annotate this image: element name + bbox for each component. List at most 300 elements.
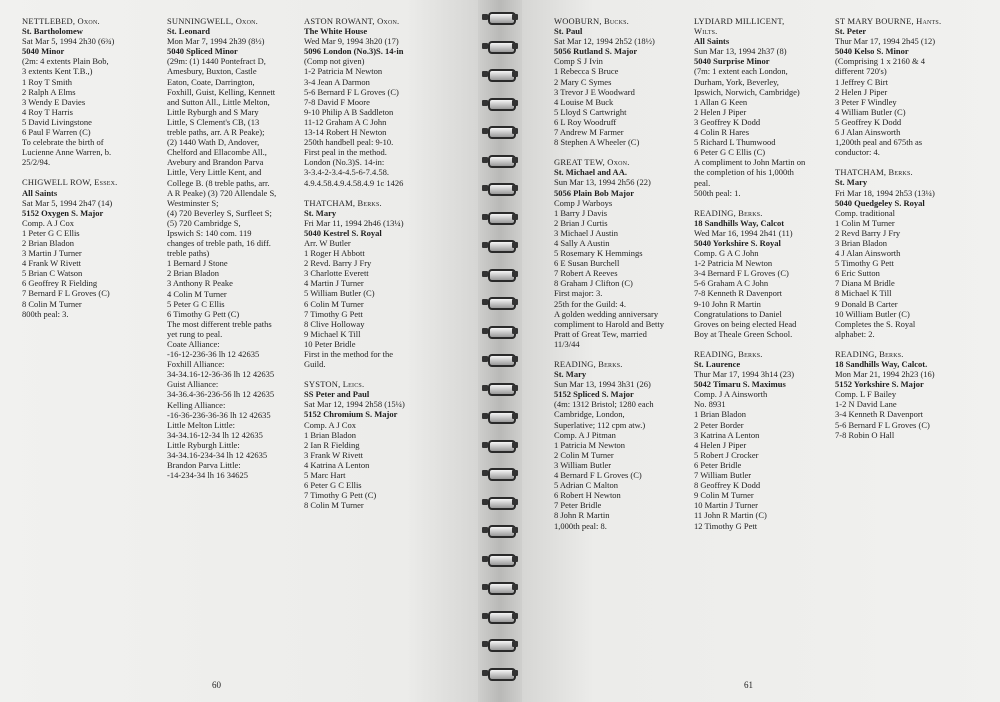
peal-line: 9 Colin M Turner xyxy=(694,490,754,501)
peal-line: London (No.3)S. 14-in: xyxy=(304,157,385,168)
peal-line: (2) 1440 Wath D, Andover, xyxy=(167,137,260,148)
peal-line: 2 Revd Barry J Fry xyxy=(835,227,901,238)
peal-line: Fri Mar 11, 1994 2h46 (13¼) xyxy=(304,217,404,228)
peal-line: 8 Graham J Clifton (C) xyxy=(554,278,633,289)
peal-line: 3 Anthony R Peake xyxy=(167,278,233,289)
peal-line: 3 Katrina A Lenton xyxy=(694,429,760,440)
peal-location: CHIGWELL ROW, Essex. xyxy=(22,177,118,188)
peal-line: 3-3.4-2-3.4-4.5-6-7.4.58. xyxy=(304,167,389,178)
peal-line: 1 Brian Bladon xyxy=(694,409,746,420)
peal-line: 2 Helen J Piper xyxy=(835,86,888,97)
peal-line: the completion of his 1,000th xyxy=(694,167,794,178)
peal-line: Little Ryburgh Little: xyxy=(167,439,240,450)
peal-heading: All Saints xyxy=(694,36,730,47)
peal-line: 8 Clive Holloway xyxy=(304,318,365,329)
peal-heading: 5152 Yorkshire S. Major xyxy=(835,379,924,390)
peal-line: Durham, York, Beverley, xyxy=(694,76,779,87)
peal-location: SUNNINGWELL, Oxon. xyxy=(167,16,258,26)
peal-line: Little, S Clement's CB, (13 xyxy=(167,116,260,127)
peal-location: ST MARY BOURNE, Hants. xyxy=(835,16,942,26)
peal-line: 34-34.16-234-34 lh 12 42635 xyxy=(167,450,268,461)
peal-line: 5-6 Bernard F L Groves (C) xyxy=(835,419,930,430)
peal-line: Sat Mar 5, 1994 2h47 (14) xyxy=(22,197,113,208)
peal-heading: 5152 Chromium S. Major xyxy=(304,409,398,420)
peal-line: 2 Peter Border xyxy=(694,419,744,430)
peal-line: 6 Robert H Newton xyxy=(554,490,621,501)
binding-ring xyxy=(482,240,518,253)
peal-line: 7 Diana M Bridle xyxy=(835,278,895,289)
peal-line: 1 Roger H Abbott xyxy=(304,248,365,259)
peal-line: 5-6 Bernard F L Groves (C) xyxy=(304,86,399,97)
peal-location: READING, Berks. xyxy=(554,359,623,369)
peal-line: Sun Mar 13, 1994 2h37 (8) xyxy=(694,46,787,57)
binding-ring xyxy=(482,468,518,481)
spiral-binding xyxy=(478,0,522,702)
peal-heading: St. Mary xyxy=(835,177,868,188)
peal-line: 10 William Butler (C) xyxy=(835,308,910,319)
binding-ring xyxy=(482,183,518,196)
peal-location: READING, Berks. xyxy=(694,207,763,218)
left-column-2 xyxy=(167,16,276,490)
peal-line: 2 Helen J Piper xyxy=(694,106,747,117)
peal-line: Little, Very Little Kent, and xyxy=(167,167,262,178)
peal-line: treble paths, arr. A R Peake); xyxy=(167,127,265,138)
peal-line: 5 Geoffrey K Dodd xyxy=(835,116,902,127)
peal-heading: SS Peter and Paul xyxy=(304,389,370,400)
peal-line: 4 Frank W Rivett xyxy=(22,258,81,269)
binding-ring xyxy=(482,41,518,54)
peal-line: 8 John R Martin xyxy=(554,510,610,521)
peal-line: 7 William Butler xyxy=(694,470,752,481)
binding-ring xyxy=(482,155,518,168)
peal-line: (Comprising 1 x 2160 & 4 xyxy=(835,56,925,67)
peal-line: Thur Mar 17, 1994 3h14 (23) xyxy=(694,369,795,380)
peal-heading: St. Leonard xyxy=(167,26,210,37)
peal-heading: 5152 Spliced S. Major xyxy=(554,389,634,400)
peal-line: 1 Jeffrey C Birt xyxy=(835,76,888,87)
peal-heading: St. Bartholomew xyxy=(22,26,83,37)
peal-location: GREAT TEW, Oxon. xyxy=(554,157,630,168)
binding-ring xyxy=(482,297,518,310)
peal-location: LYDIARD MILLICENT, xyxy=(694,16,785,26)
peal-line: treble paths) xyxy=(167,248,210,259)
peal-line: changes of treble path, 16 diff. xyxy=(167,238,271,249)
binding-ring xyxy=(482,354,518,367)
peal-line: 9-10 John R Martin xyxy=(694,298,761,309)
peal-line: Comp. traditional xyxy=(835,207,895,218)
peal-line: alphabet: 2. xyxy=(835,328,875,339)
binding-ring xyxy=(482,326,518,339)
peal-line: 2 Ralph A Elms xyxy=(22,86,76,97)
peal-line: 34-36.4-36-236-56 lh 12 42635 xyxy=(167,389,275,400)
peal-line: Completes the S. Royal xyxy=(835,318,916,329)
peal-line: 7-8 David F Moore xyxy=(304,96,370,107)
peal-line: Sat Mar 5, 1994 2h30 (6¾) xyxy=(22,36,115,47)
peal-line: 4 Katrina A Lenton xyxy=(304,459,370,470)
peal-line: 9 Donald B Carter xyxy=(835,298,898,309)
peal-line: 6 Geoffrey R Fielding xyxy=(22,278,98,289)
peal-line: -16-36-236-36-36 lh 12 42635 xyxy=(167,409,271,420)
peal-line: 6 Peter Bridle xyxy=(694,459,742,470)
peal-line: 25/2/94. xyxy=(22,157,51,168)
peal-line: 4 Martin J Turner xyxy=(304,278,364,289)
peal-record xyxy=(554,157,664,349)
peal-line: 4 Roy T Harris xyxy=(22,106,73,117)
peal-heading: 5042 Timaru S. Maximus xyxy=(694,379,786,390)
peal-line: Avebury and Brandon Parva xyxy=(167,157,264,168)
peal-line: Comp. L F Bailey xyxy=(835,389,897,400)
peal-line: 3 Frank W Rivett xyxy=(304,449,363,460)
peal-line: 2 Brian J Curtis xyxy=(554,217,608,228)
peal-heading: 18 Sandhills Way, Calcot. xyxy=(835,359,928,369)
peal-heading: 5040 Kelso S. Minor xyxy=(835,46,909,57)
binding-ring xyxy=(482,12,518,25)
peal-line: -16-12-236-36 lh 12 42635 xyxy=(167,349,260,360)
peal-line: 8 Colin M Turner xyxy=(304,500,364,511)
peal-line: Fri Mar 18, 1994 2h53 (13¼) xyxy=(835,187,935,198)
binding-ring xyxy=(482,525,518,538)
peal-line: Comp S J Ivin xyxy=(554,56,603,67)
peal-location: READING, Berks. xyxy=(835,348,904,359)
peal-heading: 5056 Plain Bob Major xyxy=(554,187,635,198)
peal-line: 3 Peter F Windley xyxy=(835,96,897,107)
peal-line: 8 Colin M Turner xyxy=(22,298,82,309)
peal-line: 5 Timothy G Pett xyxy=(835,258,894,269)
peal-line: 2 Revd. Barry J Fry xyxy=(304,258,372,269)
peal-heading: All Saints xyxy=(22,187,58,198)
peal-line: 3 Wendy E Davies xyxy=(22,96,86,107)
peal-line: 7 Peter Bridle xyxy=(554,500,602,511)
peal-line: First peal in the method. xyxy=(304,147,387,158)
peal-line: 9 Michael K Till xyxy=(304,328,361,339)
peal-line: peal. xyxy=(694,177,711,188)
peal-line: 7-8 Robin O Hall xyxy=(835,429,895,440)
peal-line: Comp. A J Pitman xyxy=(554,429,616,440)
peal-line: 3-4 Kenneth R Davenport xyxy=(835,409,924,420)
peal-line: 9-10 Philip A B Saddleton xyxy=(304,106,394,117)
peal-line: Thur Mar 17, 1994 2h45 (12) xyxy=(835,36,936,47)
peal-line: 250th handbell peal: 9-10. xyxy=(304,137,394,148)
peal-line: A R Peake) (3) 720 Allendale S, xyxy=(167,187,277,198)
peal-line: 4 J Alan Ainsworth xyxy=(835,248,901,259)
peal-line: 3 Brian Bladon xyxy=(835,237,887,248)
peal-line: 3 Trevor J E Woodward xyxy=(554,86,635,97)
peal-line: 8 Geoffrey K Dodd xyxy=(694,480,761,491)
peal-line: 1 Allan G Keen xyxy=(694,96,748,107)
peal-line: No. 8931 xyxy=(694,399,726,410)
peal-line: Comp. G A C John xyxy=(694,248,759,259)
peal-location: THATCHAM, Berks. xyxy=(835,167,913,178)
peal-line: 5 Lloyd S Cartwright xyxy=(554,106,627,117)
peal-heading: 5040 Kestrel S. Royal xyxy=(304,227,382,238)
binding-ring xyxy=(482,639,518,652)
peal-line: 2 Brian Bladon xyxy=(22,237,74,248)
peal-line: 800th peal: 3. xyxy=(22,308,69,319)
peal-heading: St. Peter xyxy=(835,26,867,37)
peal-line: 1 Roy T Smith xyxy=(22,76,72,87)
peal-line: To celebrate the birth of xyxy=(22,137,104,148)
peal-line: (4) 720 Beverley S, Surfleet S; xyxy=(167,207,272,218)
peal-line: Cambridge, London, xyxy=(554,409,625,420)
binding-ring xyxy=(482,212,518,225)
peal-location: THATCHAM, Berks. xyxy=(304,197,382,208)
peal-heading: St. Michael and AA. xyxy=(554,167,627,178)
peal-line: 1 Colin M Turner xyxy=(835,217,895,228)
peal-heading: 18 Sandhills Way, Calcot xyxy=(694,217,785,228)
peal-line: 2 Mary C Symes xyxy=(554,76,612,87)
peal-record xyxy=(304,198,405,370)
peal-line: 4.9.4.58.4.9.4.58.4.9 1c 1426 xyxy=(304,177,404,188)
peal-line: Wed Mar 16, 1994 2h41 (11) xyxy=(694,227,793,238)
peal-line: 3-4 Bernard F L Groves (C) xyxy=(694,268,789,279)
peal-line: 5 Marc Hart xyxy=(304,470,346,481)
peal-line: 8 Stephen A Wheeler (C) xyxy=(554,137,640,148)
peal-line: Kelling Alliance: xyxy=(167,399,226,410)
peal-line: Sat Mar 12, 1994 2h58 (15¼) xyxy=(304,399,405,410)
peal-line: 10 Martin J Turner xyxy=(694,500,758,511)
peal-line: Mon Mar 7, 1994 2h39 (8½) xyxy=(167,36,265,47)
right-page xyxy=(522,0,1000,702)
peal-line: Foxhill, Guist, Kelling, Kennett xyxy=(167,86,276,97)
binding-ring xyxy=(482,69,518,82)
peal-location: READING, Berks. xyxy=(694,348,763,359)
peal-line: 25th for the Guild: 4. xyxy=(554,298,627,309)
peal-line: First in the method for the xyxy=(304,349,394,359)
binding-ring xyxy=(482,668,518,681)
peal-line: 6 Peter G C Ellis xyxy=(304,480,362,491)
peal-line: Boy at Theale Green School. xyxy=(694,328,793,339)
peal-heading: 5056 Rutland S. Major xyxy=(554,46,638,57)
peal-line: 4 Sally A Austin xyxy=(554,237,610,248)
peal-line: 3 Charlotte Everett xyxy=(304,268,369,279)
peal-line: Coate Alliance: xyxy=(167,339,220,349)
page-number-left: 60 xyxy=(212,680,221,690)
peal-line: Mon Mar 21, 1994 2h23 (16) xyxy=(835,369,935,380)
peal-record xyxy=(304,379,405,510)
peal-line: 6 Paul F Warren (C) xyxy=(22,127,91,138)
peal-record xyxy=(835,167,941,339)
peal-line: First major: 3. xyxy=(554,288,603,299)
peal-heading: 5040 Quedgeley S. Royal xyxy=(835,197,925,208)
peal-record xyxy=(554,359,664,531)
peal-line: 1,000th peal: 8. xyxy=(554,520,607,531)
binding-ring xyxy=(482,98,518,111)
peal-heading: 5040 Minor xyxy=(22,46,65,57)
peal-line: Sun Mar 13, 1994 2h56 (22) xyxy=(554,177,651,188)
peal-record xyxy=(835,16,941,157)
binding-ring xyxy=(482,582,518,595)
right-column-3 xyxy=(835,16,941,450)
peal-line: 4 Colin R Hares xyxy=(694,127,750,138)
peal-record xyxy=(694,208,805,339)
peal-location: Wilts. xyxy=(694,26,718,37)
peal-line: 7 Andrew M Farmer xyxy=(554,127,624,138)
peal-line: 5 Brian C Watson xyxy=(22,268,83,279)
peal-line: Pratt of Great Tew, married xyxy=(554,328,647,339)
binding-ring xyxy=(482,269,518,282)
peal-line: 34-34.16-12-36-36 lh 12 42635 xyxy=(167,369,275,380)
peal-line: 1,200th peal and 675th as xyxy=(835,137,923,148)
peal-line: 6 E Susan Burchell xyxy=(554,258,620,269)
peal-line: 1 Peter G C Ellis xyxy=(22,227,80,238)
peal-line: Comp. J A Ainsworth xyxy=(694,389,768,400)
peal-line: 8 Michael K Till xyxy=(835,288,892,299)
peal-record xyxy=(22,177,117,318)
peal-line: 6 J Alan Ainsworth xyxy=(835,127,901,138)
peal-line: 34-34.16-12-34 lh 12 42635 xyxy=(167,429,263,440)
peal-heading: 5040 Spliced Minor xyxy=(167,46,238,57)
peal-heading: St. Laurence xyxy=(694,359,741,369)
peal-line: (2m: 4 extents Plain Bob, xyxy=(22,56,109,67)
left-page xyxy=(0,0,478,702)
peal-line: 5-6 Graham A C John xyxy=(694,278,769,289)
peal-line: 12 Timothy G Pett xyxy=(694,520,758,531)
peal-location: SYSTON, Leics. xyxy=(304,379,365,390)
peal-location: WOOBURN, Bucks. xyxy=(554,16,629,26)
right-column-1 xyxy=(554,16,664,541)
peal-line: 6 Colin M Turner xyxy=(304,298,364,309)
peal-line: 1 Patricia M Newton xyxy=(554,439,626,450)
peal-line: Little Ryburgh and S Mary xyxy=(167,106,259,117)
peal-line: 1 Rebecca S Bruce xyxy=(554,66,619,77)
peal-line: 10 Peter Bridle xyxy=(304,338,356,349)
peal-line: 5 Peter G C Ellis xyxy=(167,298,225,309)
peal-line: 5 David Livingstone xyxy=(22,116,92,127)
peal-line: Wed Mar 9, 1994 3h20 (17) xyxy=(304,36,399,47)
peal-line: 4 Colin M Turner xyxy=(167,288,227,299)
peal-line: 6 Peter G C Ellis (C) xyxy=(694,147,766,158)
peal-heading: The White House xyxy=(304,26,368,37)
peal-line: Sun Mar 13, 1994 3h31 (26) xyxy=(554,379,651,390)
peal-line: different 720's) xyxy=(835,66,887,77)
binding-ring xyxy=(482,554,518,567)
page-number-right: 61 xyxy=(744,680,753,690)
peal-line: Guist Alliance: xyxy=(167,379,219,390)
peal-line: Superlative; 112 cpm atw.) xyxy=(554,419,646,430)
peal-record xyxy=(167,16,276,480)
peal-line: 7-8 Kenneth R Davenport xyxy=(694,288,783,299)
peal-line: 3 Michael J Austin xyxy=(554,227,618,238)
peal-line: 4 Bernard F L Groves (C) xyxy=(554,470,642,481)
binding-ring xyxy=(482,611,518,624)
peal-line: (5) 720 Cambridge S, xyxy=(167,217,241,228)
peal-line: 5 William Butler (C) xyxy=(304,288,375,299)
left-column-3 xyxy=(304,16,405,520)
peal-line: Comp J Warboys xyxy=(554,197,613,208)
peal-line: 1 Brian Bladon xyxy=(304,429,356,440)
peal-line: Guild. xyxy=(304,359,326,370)
peal-line: 500th peal: 1. xyxy=(694,187,741,198)
peal-line: A golden wedding anniversary xyxy=(554,308,659,319)
peal-record xyxy=(835,349,941,440)
peal-line: 7 Timothy G Pett (C) xyxy=(304,490,377,501)
peal-line: College B. (8 treble paths, arr. xyxy=(167,177,270,188)
peal-line: 5 Richard L Thumwood xyxy=(694,137,776,148)
peal-line: -14-234-34 lh 16 34625 xyxy=(167,470,248,481)
peal-line: Arr. W Butler xyxy=(304,237,351,248)
peal-line: Ipswich, Norwich, Cambridge) xyxy=(694,86,800,97)
peal-line: 4 Helen J Piper xyxy=(694,439,747,450)
peal-line: Foxhill Alliance: xyxy=(167,359,225,370)
binding-ring xyxy=(482,497,518,510)
peal-heading: 5040 Surprise Minor xyxy=(694,56,770,67)
peal-heading: St. Mary xyxy=(554,369,587,380)
left-column-1 xyxy=(22,16,117,329)
peal-line: 6 Timothy G Pett (C) xyxy=(167,308,240,319)
peal-line: (7m: 1 extent each London, xyxy=(694,66,788,77)
peal-record xyxy=(694,349,805,531)
peal-line: Amesbury, Buxton, Castle xyxy=(167,66,257,77)
binding-ring xyxy=(482,411,518,424)
peal-heading: 5096 London (No.3)S. 14-in xyxy=(304,46,404,57)
peal-line: Brandon Parva Little: xyxy=(167,460,241,471)
peal-line: 1 Barry J Davis xyxy=(554,207,608,218)
peal-line: 5 Robert J Crocker xyxy=(694,449,759,460)
peal-line: Westminster S; xyxy=(167,197,219,208)
peal-line: Congratulations to Daniel xyxy=(694,308,782,319)
peal-line: 13-14 Robert H Newton xyxy=(304,127,387,138)
peal-line: 7 Timothy G Pett xyxy=(304,308,363,319)
peal-line: (4m: 1312 Bristol; 1280 each xyxy=(554,399,654,410)
peal-record xyxy=(554,16,664,147)
peal-line: 1-2 N David Lane xyxy=(835,399,897,410)
peal-location: NETTLEBED, Oxon. xyxy=(22,16,100,26)
peal-line: 11 John R Martin (C) xyxy=(694,510,767,521)
peal-line: 3-4 Jean A Darmon xyxy=(304,76,370,87)
peal-line: Chelford and Ellacombe All., xyxy=(167,147,267,158)
peal-heading: St. Mary xyxy=(304,207,337,218)
peal-line: yet rung to peal. xyxy=(167,328,223,339)
peal-line: (Comp not given) xyxy=(304,56,365,67)
peal-line: Groves on being elected Head xyxy=(694,318,797,329)
peal-line: 4 William Butler (C) xyxy=(835,106,906,117)
peal-heading: 5040 Yorkshire S. Royal xyxy=(694,237,781,248)
peal-record xyxy=(694,16,805,198)
peal-line: 5 Adrian C Malton xyxy=(554,480,618,491)
peal-line: Eaton, Coate, Darrington, xyxy=(167,76,255,87)
peal-line: 3 extents Kent T.B.,) xyxy=(22,66,93,77)
peal-line: The most different treble paths xyxy=(167,318,272,329)
peal-line: Little Melton Little: xyxy=(167,419,235,430)
binding-ring xyxy=(482,440,518,453)
peal-record xyxy=(22,16,117,167)
peal-heading: St. Paul xyxy=(554,26,583,37)
peal-line: compliment to Harold and Betty xyxy=(554,318,665,329)
peal-line: Sat Mar 12, 1994 2h52 (18½) xyxy=(554,36,655,47)
peal-line: and Sutton All., Little Melton, xyxy=(167,96,270,107)
peal-line: conductor: 4. xyxy=(835,147,880,158)
peal-line: 3 Geoffrey K Dodd xyxy=(694,116,761,127)
peal-line: 2 Colin M Turner xyxy=(554,449,614,460)
peal-line: 5 Rosemary K Hemmings xyxy=(554,248,643,259)
peal-location: ASTON ROWANT, Oxon. xyxy=(304,16,400,26)
peal-line: A compliment to John Martin on xyxy=(694,157,806,168)
peal-line: 7 Bernard F L Groves (C) xyxy=(22,288,110,299)
peal-line: 1-2 Patricia M Newton xyxy=(304,66,383,77)
peal-line: Lucienne Anne Warren, b. xyxy=(22,147,112,158)
peal-line: 1 Bernard J Stone xyxy=(167,258,228,269)
peal-line: 11/3/44 xyxy=(554,338,580,349)
peal-line: 2 Ian R Fielding xyxy=(304,439,360,450)
peal-line: 11-12 Graham A C John xyxy=(304,116,387,127)
binding-ring xyxy=(482,383,518,396)
peal-line: 3 Martin J Turner xyxy=(22,248,82,259)
right-column-2 xyxy=(694,16,805,541)
peal-line: Comp. A J Cox xyxy=(304,419,356,430)
peal-line: Comp. A J Cox xyxy=(22,217,74,228)
peal-line: Ipswich S: 140 com. 119 xyxy=(167,227,252,238)
peal-line: (29m: (1) 1440 Pontefract D, xyxy=(167,56,266,67)
